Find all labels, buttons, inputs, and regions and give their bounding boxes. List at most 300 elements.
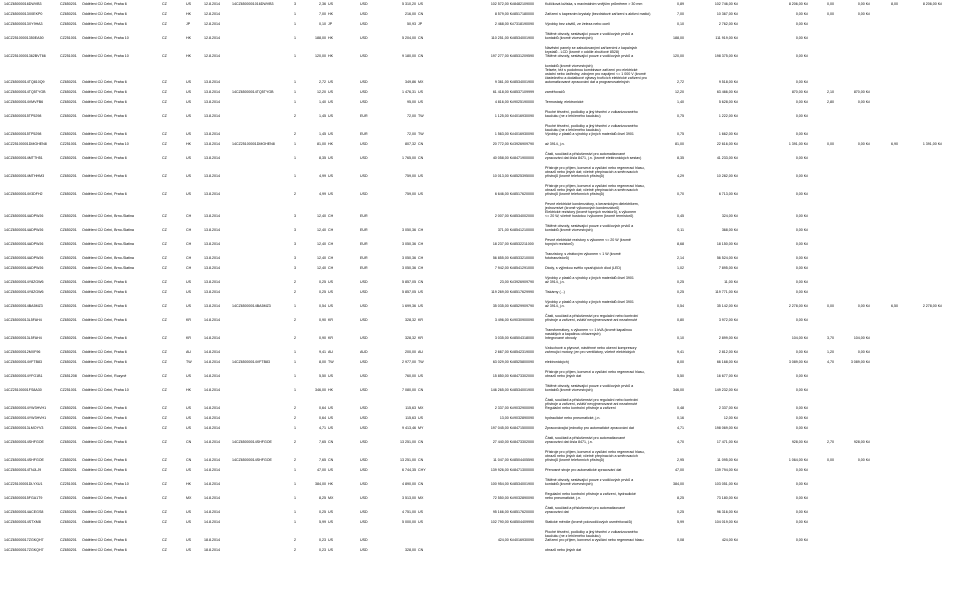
cell-currency: USD (360, 482, 368, 486)
cell-amount: 13 251,00 (400, 440, 416, 444)
table-row (0, 510, 959, 514)
description-line: kaučuku (ne z lehčeného kaučuku) (545, 114, 601, 118)
cell-item-count: 1 (294, 142, 296, 146)
description-line: Statické měniče (kromě polovodičových usměrňovačů) (545, 520, 632, 524)
description-line: Pevné elektrické kondenzátory, s keramickým dielektrikem, (545, 202, 639, 206)
cell-tariff-code: 8473302000 (514, 374, 534, 378)
cell-currency: USD (360, 426, 368, 430)
description-line: Kuličková ložiska, s maximálním vnějším průměrem > 30 mm (545, 2, 643, 6)
cell-quantity: 9,41 (319, 350, 326, 354)
cell-office-code: CZ651208 (60, 374, 77, 378)
cell-quantity: 346,00 (315, 388, 326, 392)
cell-office-name: Oddělení CÚ Celní, Praha 6 (82, 318, 127, 322)
cell-declaration-id: 14CZ65000014VFTB83 (4, 360, 42, 364)
cell-duty: 0,00 Kč (795, 100, 808, 104)
table-row (0, 22, 959, 26)
cell-statistical-value: 368,00 Kč (721, 228, 738, 232)
table-row (0, 440, 959, 444)
cell-quantity: 12,40 (317, 214, 326, 218)
cell-duty-2: 0,00 Kč (857, 100, 870, 104)
cell-country: CZ (162, 156, 167, 160)
cell-duty: 0,00 Kč (795, 280, 808, 284)
cell-office-name: Oddělení CÚ Celní, Praha 6 (82, 290, 127, 294)
cell-net-mass: 7,00 (677, 12, 684, 16)
cell-statistical-value: 66 168,00 Kč (716, 360, 738, 364)
cell-item-count: 1 (294, 80, 296, 84)
description-line: <= 20 W, včetně hustotou i výkonem (kromě termistorů) (545, 214, 634, 218)
description-line: částečného a dodatkové výbavy tvořících elektrické zařízení pro (545, 76, 647, 80)
table-row (0, 350, 959, 354)
cell-rate: 0,00 (827, 142, 834, 146)
cell-customs-value: 1 125,00 Kč (494, 114, 514, 118)
cell-currency: USD (360, 318, 368, 322)
cell-amount: 9 413,46 (402, 426, 416, 430)
cell-unit: HK (328, 142, 333, 146)
cell-customs-value: 2 007,00 Kč (494, 214, 514, 218)
cell-quantity: 0,54 (319, 304, 326, 308)
cell-amount: 216,00 (405, 12, 416, 16)
cell-date: 18.8.2014 (204, 538, 220, 542)
cell-declaration-id: 14CZ65000014ADPWJ6 (4, 242, 44, 246)
cell-tariff-code: 8473302000 (514, 440, 534, 444)
cell-tariff-code: 8504318000 (514, 336, 534, 340)
cell-declaration-id: 14CZ65000014Y8ZGW6 (4, 280, 44, 284)
cell-office-code: CZ650201 (60, 350, 77, 354)
cell-net-mass: 81,00 (675, 142, 684, 146)
cell-currency: USD (360, 304, 368, 308)
cell-net-mass: 0,25 (677, 510, 684, 514)
cell-origin: CN (186, 440, 192, 444)
cell-customs-value: 11 047,00 Kč (493, 458, 514, 462)
cell-office-name: Oddělení CÚ Celní, Praha 6 (82, 156, 127, 160)
description-line: zpracování dat čísla 8471, j.n. (kromě elektronických sestav) (545, 156, 642, 160)
description-line: až 3914, j.n. (545, 142, 565, 146)
cell-unit: US (328, 80, 333, 84)
cell-unit: KR (328, 336, 333, 340)
cell-item-count: 1 (294, 496, 296, 500)
cell-office-name: Oddělení CÚ Celní, Praha 6 (82, 132, 127, 136)
cell-item-count: 1 (294, 12, 296, 16)
cell-duty-2: 0,00 Kč (857, 12, 870, 16)
cell-statistical-value: 16 677,00 Kč (716, 374, 738, 378)
cell-country: CZ (162, 458, 167, 462)
cell-description (545, 32, 695, 40)
cell-unit: CN (328, 440, 334, 444)
cell-item-count: 2 (294, 192, 296, 196)
cell-origin: CH (186, 256, 192, 260)
description-line: Diody, s výjimkou světlo vyzařujících diod (LED) (545, 266, 622, 270)
cell-country: CZ (162, 12, 167, 16)
cell-origin: HK (186, 142, 191, 146)
description-line: Elektrické rezistory (kromě topných rezistorů), s výkonem (545, 210, 637, 214)
cell-office-code: CZ650201 (60, 228, 77, 232)
cell-tariff-code: 8534001900 (514, 482, 534, 486)
cell-duty-2: 928,00 Kč (853, 440, 870, 444)
cell-date: 12.8.2014 (204, 22, 220, 26)
cell-customs-value: 40 058,00 Kč (492, 156, 514, 160)
cell-statistical-value: 6 713,00 Kč (718, 192, 738, 196)
cell-unit: CH (328, 228, 334, 232)
cell-country: CZ (162, 440, 167, 444)
description-line: přístrojů (kromě telefonních přístrojů) (545, 458, 604, 462)
cell-net-mass: 384,00 (673, 482, 684, 486)
cell-net-mass: 0,10 (677, 22, 684, 26)
cell-origin: KR (186, 336, 191, 340)
cell-date: 13.8.2014 (204, 290, 220, 294)
cell-net-mass: 4,70 (677, 440, 684, 444)
cell-customs-value: 27 440,00 Kč (492, 440, 514, 444)
cell-declaration-id: 14CZ65000014ADPWJ6 (4, 228, 44, 232)
cell-office-code: CZ650201 (60, 12, 77, 16)
description-line: Výrobky bez závitů, ze železa nebo oceli (545, 22, 610, 26)
cell-quantity: 0,25 (319, 510, 326, 514)
cell-origin-2: CH (418, 256, 424, 260)
cell-unit: US (328, 290, 333, 294)
cell-office-name: Oddělení CÚ Celní, Praha 6 (82, 510, 127, 514)
cell-currency: USD (360, 280, 368, 284)
cell-amount: 759,00 (405, 192, 416, 196)
description-line: přístrojů (kromě telefonních přístrojů) (545, 192, 604, 196)
cell-date: 14.8.2014 (204, 336, 220, 340)
cell-declaration-id: 14CZ65000014ADPWJ6 (4, 266, 44, 270)
cell-net-mass: 8,68 (677, 242, 684, 246)
cell-reference: 14CZ25100001DMGHEN8 (232, 142, 275, 146)
description-line: topných rezistorů) (545, 242, 574, 246)
cell-origin: US (186, 520, 191, 524)
cell-currency: USD (360, 192, 368, 196)
cell-customs-value: 8 579,00 Kč (494, 12, 514, 16)
cell-tariff-code: 8471900000 (514, 156, 534, 160)
cell-item-count: 1 (294, 520, 296, 524)
cell-description (545, 416, 695, 420)
cell-unit: US (328, 538, 333, 542)
cell-description (545, 436, 695, 444)
cell-office-name: Oddělení CÚ Celní, Praha 6 (82, 350, 127, 354)
cell-office-code: CZ650201 (60, 80, 77, 84)
cell-customs-value: 18 237,00 Kč (492, 242, 514, 246)
cell-net-mass: 0,16 (677, 416, 684, 420)
table-row (0, 336, 959, 340)
cell-net-mass: 5,50 (677, 374, 684, 378)
description-line: fototranzistorů) (545, 256, 569, 260)
cell-origin-2: US (418, 90, 423, 94)
cell-declaration-id: 14CZ65000014ADPWJ6 (4, 214, 44, 218)
cell-origin: US (186, 192, 191, 196)
cell-description (545, 548, 695, 552)
cell-amount: 115,63 (405, 406, 416, 410)
cell-description (545, 90, 695, 94)
cell-office-name: Oddělení CÚ Celní, Ruzyně (82, 374, 127, 378)
cell-country: CZ (162, 360, 167, 364)
cell-office-name: Oddělení CÚ Celní, Praha 10 (82, 54, 129, 58)
cell-reference: 14CZ65000014VFTB83 (232, 360, 270, 364)
cell-customs-value: 197 277,00 Kč (490, 54, 514, 58)
description-line: Přístroje pro příjem, konverzi a vysílání nebo regeneraci hlasu, (545, 450, 645, 454)
cell-office-code: CZ650201 (60, 406, 77, 410)
cell-quantity: 0,10 (319, 22, 326, 26)
cell-currency: EUR (360, 132, 368, 136)
cell-office-code: CZ650201 (60, 496, 77, 500)
cell-origin-2: CN (418, 54, 424, 58)
cell-office-code: CZ650201 (60, 214, 77, 218)
cell-item-count: 1 (294, 100, 296, 104)
description-line: zpracování dat (545, 510, 569, 514)
cell-customs-value: 7 942,00 Kč (494, 266, 514, 270)
cell-duty: 0,00 Kč (795, 54, 808, 58)
cell-amount: 328,32 (405, 318, 416, 322)
cell-country: CZ (162, 54, 167, 58)
cell-origin: CN (186, 458, 192, 462)
cell-origin-2: CN (418, 12, 424, 16)
cell-country: CZ (162, 468, 167, 472)
cell-currency: USD (360, 440, 368, 444)
cell-country: CZ (162, 132, 167, 136)
cell-description (545, 12, 695, 16)
cell-unit: US (328, 132, 333, 136)
cell-origin: HK (186, 482, 191, 486)
cell-date: 14.8.2014 (204, 388, 220, 392)
cell-office-code: CZ251001 (60, 142, 77, 146)
description-line: Přístroje pro příjem, konverzi a vysílání nebo regeneraci hlasu, (545, 184, 645, 188)
cell-origin-2: CN (418, 280, 424, 284)
cell-origin-2: US (418, 520, 423, 524)
cell-quantity: 0,64 (319, 406, 326, 410)
description-line: kaučuku (ne z lehčeného kaučuku) (545, 534, 601, 538)
cell-currency: USD (360, 388, 368, 392)
cell-declaration-id: 14CZ25100001350EA50 (4, 36, 44, 40)
cell-statistical-value: 10 282,00 Kč (716, 174, 738, 178)
cell-currency: USD (360, 468, 368, 472)
cell-origin: US (186, 374, 191, 378)
cell-statistical-value: 7 895,00 Kč (718, 266, 738, 270)
cell-statistical-value: 111 919,00 Kč (715, 36, 738, 40)
description-line: Regulační nebo kontrolní přístroje a zařízení, hydraulické (545, 492, 636, 496)
cell-office-name: Oddělení CÚ Celní, Brno-Slatina (82, 228, 134, 232)
cell-origin: HK (186, 54, 191, 58)
cell-origin-2: MY (418, 426, 424, 430)
cell-declaration-id: 14CZ65000012MXF96 (4, 350, 41, 354)
cell-date: 13.8.2014 (204, 256, 220, 260)
table-row (0, 256, 959, 260)
cell-declaration-id: 14CZ25100001DLYXU1 (4, 482, 43, 486)
cell-unit: HK (328, 388, 333, 392)
cell-customs-value: 119 269,00 Kč (491, 290, 514, 294)
cell-amount: 115,63 (405, 416, 416, 420)
cell-statistical-value: 324,00 Kč (721, 214, 738, 218)
cell-quantity: 0,25 (319, 280, 326, 284)
table-row (0, 266, 959, 270)
cell-amount: 72,00 (407, 114, 416, 118)
cell-rate-2: 6,50 (891, 304, 898, 308)
cell-customs-value: 3 496,00 Kč (494, 318, 514, 322)
cell-description (545, 110, 695, 118)
cell-currency: USD (360, 12, 368, 16)
description-line: Tištěné obvody, sestávající pouze z vodičových prvků a (545, 54, 634, 58)
cell-country: CZ (162, 174, 167, 178)
cell-origin-2: TW (418, 114, 424, 118)
cell-declaration-id: 14CZ65000013XY9HA3 (4, 22, 43, 26)
cell-tariff-code: 9025190000 (514, 100, 534, 104)
cell-duty: 0,00 Kč (795, 374, 808, 378)
cell-quantity: 81,00 (317, 142, 326, 146)
description-line: Přístroje pro příjem, konverzi a vysílání nebo regeneraci hlasu, (545, 166, 645, 170)
cell-office-code: CZ650201 (60, 426, 77, 430)
cell-country: CZ (162, 90, 167, 94)
cell-origin-2: JP (418, 22, 423, 26)
table-row (0, 90, 959, 94)
cell-unit: US (328, 548, 333, 552)
description-line: Tiskárny (...) (545, 290, 565, 294)
cell-currency: USD (360, 510, 368, 514)
cell-quantity: 12,40 (317, 228, 326, 232)
cell-description (545, 506, 695, 514)
cell-tariff-code: 3926909790 (514, 280, 534, 284)
cell-statistical-value: 11,00 Kč (724, 280, 738, 284)
description-line: zpracování dat čísla 8471, j.n. (545, 440, 593, 444)
cell-country: CZ (162, 290, 167, 294)
cell-currency: EUR (360, 214, 368, 218)
cell-item-count: 1 (294, 36, 296, 40)
cell-unit: CH (328, 266, 334, 270)
cell-amount: 72,00 (407, 132, 416, 136)
cell-net-mass: 0,54 (677, 304, 684, 308)
cell-description (545, 166, 695, 178)
table-row (0, 304, 959, 308)
description-line: obrazů nebo jiných dat (545, 548, 582, 552)
cell-duty-2: 0,00 Kč (857, 2, 870, 6)
description-line: Části, součásti a příslušenství pro regulační nebo kontrolní (545, 314, 639, 318)
description-line: zahrnující motory; jen pro ventilátory, včetně elektrických (545, 350, 636, 354)
cell-tariff-code: 8541210000 (514, 228, 534, 232)
cell-origin: US (186, 290, 191, 294)
cell-origin: MX (186, 496, 192, 500)
cell-office-code: CZ251001 (60, 54, 77, 58)
cell-origin-2: US (418, 304, 423, 308)
cell-net-mass: 0,75 (677, 114, 684, 118)
cell-rate: 3,70 (827, 336, 834, 340)
cell-quantity: 12,20 (317, 90, 326, 94)
cell-quantity: 2,72 (319, 80, 326, 84)
cell-amount: 4 890,00 (402, 482, 416, 486)
cell-office-name: Oddělení CÚ Celní, Praha 10 (82, 36, 129, 40)
cell-amount: 95,00 (407, 100, 416, 104)
cell-unit: KR (328, 318, 333, 322)
cell-duty: 3 089,00 Kč (788, 360, 808, 364)
description-line: Zpracovávající jednotky pro automatické zpracování dat (545, 426, 634, 430)
table-row (0, 520, 959, 524)
cell-date: 14.8.2014 (204, 318, 220, 322)
description-line: Návěstní panely se zabudovanými zařízeními z kapalných (545, 46, 638, 50)
cell-declaration-id: 14CZ65000014YW3HVH1 (4, 406, 47, 410)
cell-origin-2: US (418, 416, 423, 420)
cell-country: CZ (162, 304, 167, 308)
description-line: Ploché těsnění, podložky a jiný těsnění z vulkanizovaného (545, 124, 638, 128)
cell-country: CZ (162, 350, 167, 354)
description-line: Tranzistory, s ztrátovým výkonem < 1 W (kromě (545, 252, 621, 256)
cell-tariff-code: 8532211000 (514, 242, 534, 246)
cell-declaration-id: 14CZ65000015FGA1T9 (4, 496, 43, 500)
cell-amount: 6 744,35 (402, 468, 416, 472)
cell-origin: US (186, 548, 191, 552)
cell-country: CZ (162, 496, 167, 500)
cell-quantity: 0,25 (319, 290, 326, 294)
cell-duty: 0,00 Kč (795, 114, 808, 118)
cell-duty: 0,00 Kč (795, 80, 808, 84)
cell-date: 14.8.2014 (204, 440, 220, 444)
cell-currency: USD (360, 290, 368, 294)
table-row (0, 468, 959, 472)
cell-duty-3: 8 206,00 Kč (922, 2, 942, 6)
cell-currency: USD (360, 458, 368, 462)
cell-customs-value: 35 035,00 Kč (492, 304, 514, 308)
cell-description (545, 224, 695, 232)
table-row (0, 280, 959, 284)
cell-office-code: CZ650201 (60, 548, 77, 552)
cell-country: CZ (162, 142, 167, 146)
cell-rate-2: 8,00 (891, 2, 898, 6)
cell-origin-2: US (418, 174, 423, 178)
cell-office-name: Oddělení CÚ Celní, Praha 6 (82, 100, 127, 104)
cell-unit: US (328, 2, 333, 6)
cell-statistical-value: 18 150,00 Kč (716, 242, 738, 246)
cell-unit: US (328, 416, 333, 420)
description-line: kaučuku (ne z lehčeného kaučuku) (545, 128, 601, 132)
cell-description (545, 426, 695, 430)
description-line: Telsete, též s podobnou kombinace zařízení pro elektrické (545, 68, 638, 72)
cell-office-name: Oddělení CÚ Celní, Praha 6 (82, 406, 127, 410)
cell-origin-2: KR (418, 336, 423, 340)
cell-net-mass: 0,08 (677, 538, 684, 542)
table-row (0, 374, 959, 378)
cell-net-mass: 346,00 (673, 388, 684, 392)
cell-customs-value: 197 045,00 Kč (490, 426, 514, 430)
cell-item-count: 3 (294, 256, 296, 260)
cell-origin: US (186, 156, 191, 160)
cell-net-mass: 4,29 (677, 174, 684, 178)
cell-net-mass: 2,14 (677, 256, 684, 260)
cell-tariff-code: 8504405590 (514, 458, 534, 462)
cell-country: CZ (162, 266, 167, 270)
cell-tariff-code: 9032900090 (514, 406, 534, 410)
cell-statistical-value: 198 375,00 Kč (714, 54, 738, 58)
cell-declaration-id: 14CZ65000014VMVFB6 (4, 100, 44, 104)
cell-tariff-code: 8542319000 (514, 350, 534, 354)
table-row (0, 142, 959, 146)
cell-duty: 0,00 Kč (795, 22, 808, 26)
cell-origin-2: CN (418, 548, 424, 552)
cell-country: CZ (162, 228, 167, 232)
cell-date: 12.8.2014 (204, 2, 220, 6)
description-line: nebo pneumatické, j.n. (545, 496, 582, 500)
cell-office-name: Oddělení CÚ Celní, Brno-Slatina (82, 242, 134, 246)
cell-customs-value: 3 035,00 Kč (494, 336, 514, 340)
cell-office-name: Oddělení CÚ Celní, Praha 6 (82, 440, 127, 444)
cell-customs-value: 15 850,00 Kč (492, 374, 514, 378)
cell-item-count: 1 (294, 90, 296, 94)
cell-origin-2: CN (418, 458, 424, 462)
cell-customs-value: 4 816,00 Kč (494, 100, 514, 104)
cell-date: 13.8.2014 (204, 132, 220, 136)
cell-description (545, 202, 695, 218)
cell-office-name: Oddělení CÚ Celní, Praha 6 (82, 22, 127, 26)
table-row (0, 192, 959, 196)
cell-net-mass: 0,75 (677, 132, 684, 136)
description-line: až 3914, j.n. (545, 304, 565, 308)
cell-statistical-value: 2 899,00 Kč (718, 336, 738, 340)
cell-item-count: 2 (294, 416, 296, 420)
cell-description (545, 492, 695, 500)
table-row (0, 54, 959, 58)
